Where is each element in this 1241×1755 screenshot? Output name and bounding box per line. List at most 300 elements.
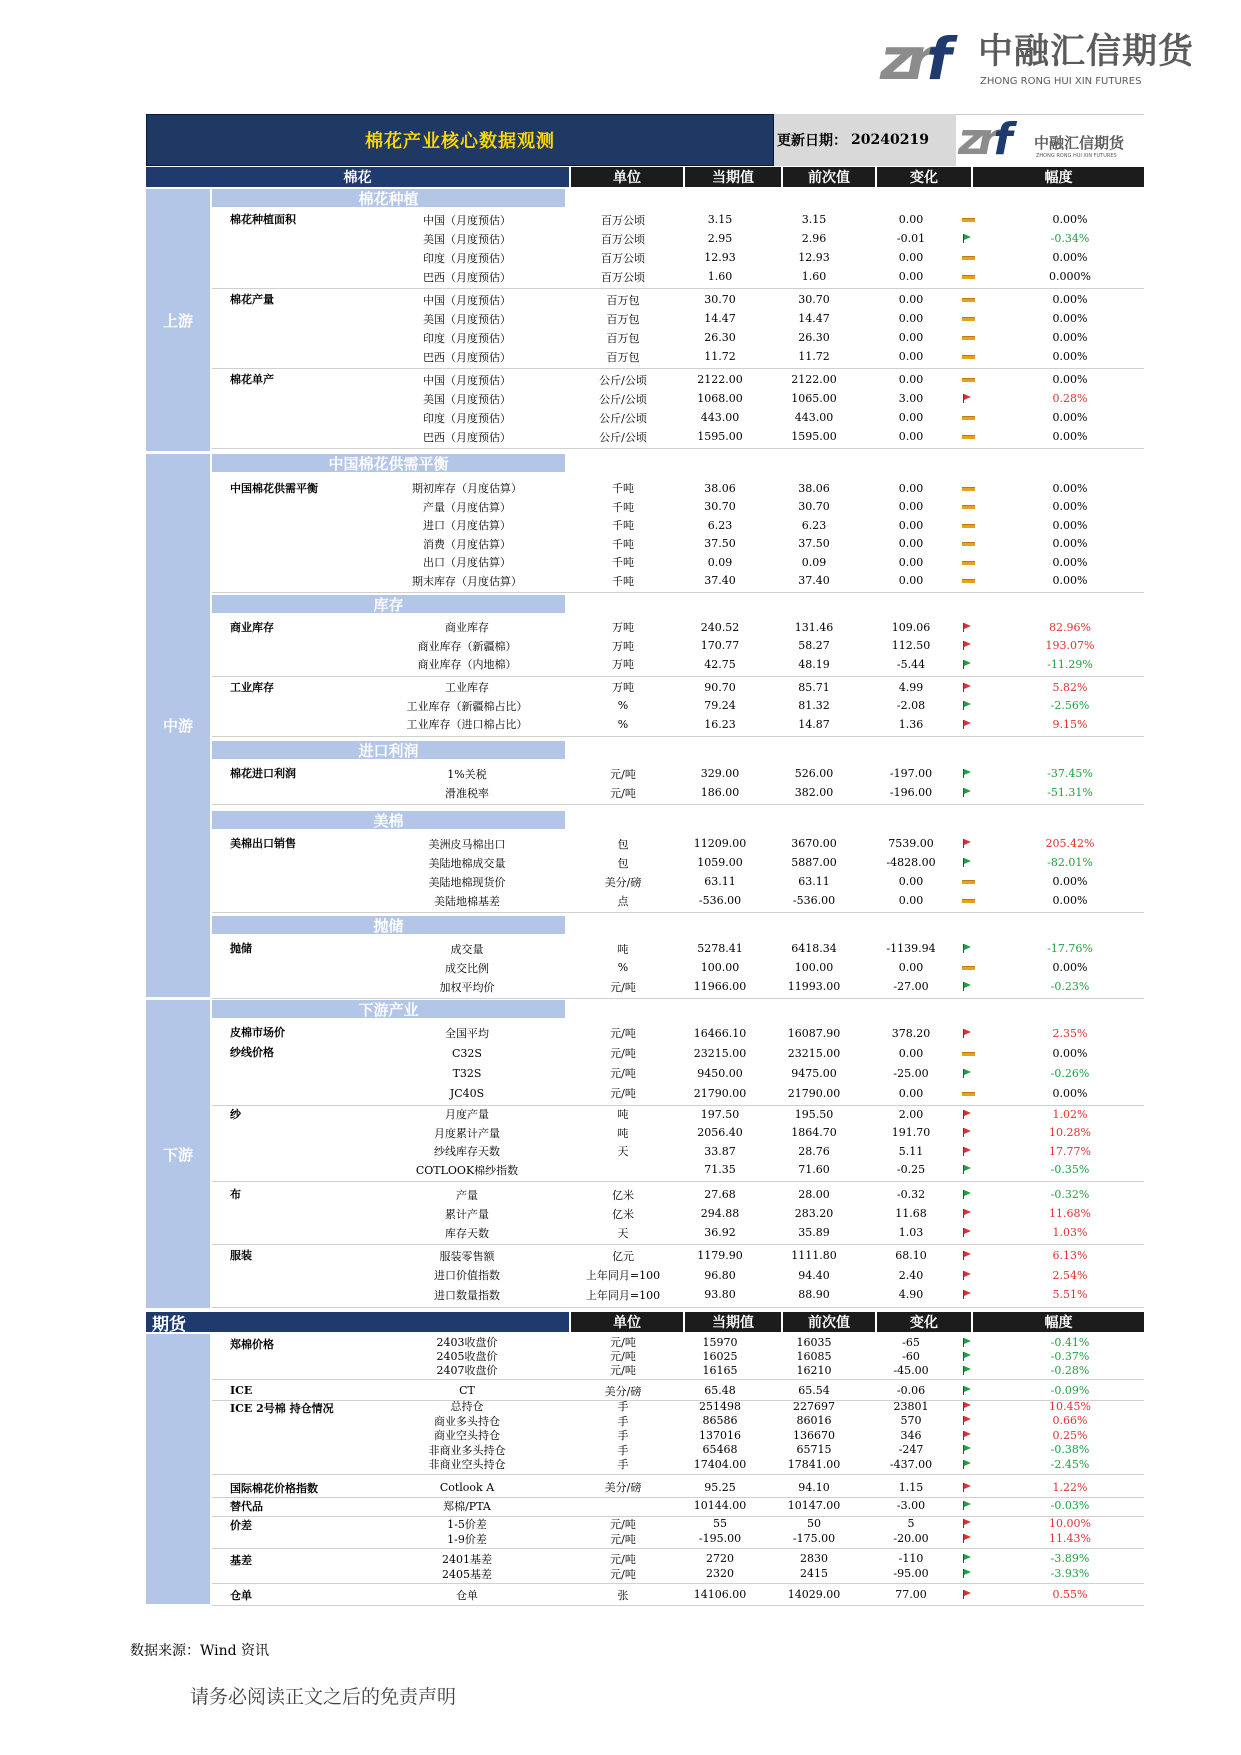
row-change: 77.00 xyxy=(895,1588,927,1601)
row-name: 进口数量指数 xyxy=(434,1288,500,1302)
table-row xyxy=(212,1266,1144,1286)
row-name: 期末库存（月度估算） xyxy=(412,574,522,588)
row-name: JC40S xyxy=(449,1086,485,1100)
row-change: -0.01 xyxy=(896,232,926,245)
trend-cell xyxy=(960,939,974,958)
row-unit: 元/吨 xyxy=(610,980,636,994)
table-row xyxy=(212,1105,1144,1124)
row-group xyxy=(212,1515,1144,1549)
table-row xyxy=(212,1363,1144,1377)
row-pct: -2.45% xyxy=(1050,1457,1090,1471)
row-change: 0.00 xyxy=(898,270,924,283)
trend-cell xyxy=(960,370,974,389)
row-current: 90.70 xyxy=(704,680,736,694)
header-pct: 幅度 xyxy=(973,167,1144,187)
mini-logo-mark: zrf xyxy=(958,114,1007,165)
row-pct: 0.66% xyxy=(1052,1414,1088,1428)
table-row xyxy=(212,1566,1144,1581)
row-current: 27.68 xyxy=(704,1188,736,1201)
row-group xyxy=(212,1022,1144,1106)
up-flag-icon xyxy=(962,720,972,729)
row-name: 工业库存（新疆棉占比） xyxy=(406,699,528,713)
row-name: 巴西（月度预估） xyxy=(423,270,511,284)
row-previous: 10147.00 xyxy=(787,1499,841,1512)
row-current: 1595.00 xyxy=(697,430,743,443)
row-previous: 5887.00 xyxy=(791,856,837,869)
row-pct: 5.82% xyxy=(1052,680,1088,694)
logo-name: 中融汇信期货 xyxy=(978,32,1195,72)
row-pct: 0.00% xyxy=(1052,411,1088,424)
row-change: -110 xyxy=(898,1552,924,1565)
row-current: 3.15 xyxy=(707,213,733,226)
trend-cell xyxy=(960,1105,974,1124)
table-row xyxy=(212,1414,1144,1429)
row-current: 16466.10 xyxy=(693,1026,747,1040)
row-group xyxy=(212,1245,1144,1308)
trend-cell xyxy=(960,572,974,591)
row-pct: -0.09% xyxy=(1050,1384,1090,1397)
flat-icon xyxy=(962,484,972,493)
row-name: 2401基差 xyxy=(442,1552,492,1566)
row-name: 商业库存（新疆棉） xyxy=(417,639,517,653)
up-flag-icon xyxy=(962,1534,972,1543)
row-pct: -37.45% xyxy=(1047,767,1093,780)
row-current: 11.72 xyxy=(704,350,736,363)
row-change: 0.00 xyxy=(898,500,924,514)
row-current: 2320 xyxy=(706,1567,734,1580)
company-logo xyxy=(880,25,1195,93)
row-unit: 百万公顷 xyxy=(601,213,645,227)
row-change: 0.00 xyxy=(898,518,924,532)
flat-icon xyxy=(962,896,972,905)
row-previous: 16085 xyxy=(796,1349,832,1363)
group-label: 基差 xyxy=(230,1554,252,1567)
table-row xyxy=(212,535,1144,554)
group-label: 替代品 xyxy=(230,1500,263,1513)
row-change: -95.00 xyxy=(893,1567,929,1580)
row-unit: 元/吨 xyxy=(610,1364,636,1377)
logo-mark: zrf xyxy=(880,25,944,93)
row-unit: % xyxy=(617,961,629,974)
row-pct: 0.00% xyxy=(1052,430,1088,443)
row-pct: -17.76% xyxy=(1047,942,1093,955)
row-unit: 千吨 xyxy=(612,537,634,551)
row-name: 工业库存 xyxy=(445,681,489,695)
row-unit: 上年同月=100 xyxy=(585,1288,661,1302)
flat-icon xyxy=(962,558,972,567)
row-change: -27.00 xyxy=(893,980,929,993)
row-current: 14.47 xyxy=(704,312,736,325)
table-row xyxy=(212,618,1144,637)
row-pct: -3.93% xyxy=(1050,1567,1090,1580)
header-previous: 前次值 xyxy=(783,167,875,187)
row-pct: -0.41% xyxy=(1050,1335,1090,1349)
row-change: 1.15 xyxy=(898,1480,924,1494)
table-row xyxy=(212,479,1144,498)
flat-icon xyxy=(962,253,972,262)
row-pct: 0.00% xyxy=(1052,1086,1088,1100)
down-flag-icon xyxy=(962,1069,972,1078)
row-pct: -0.26% xyxy=(1050,1066,1090,1080)
row-current: 93.80 xyxy=(704,1288,736,1302)
row-name: 全国平均 xyxy=(445,1027,489,1040)
title-bar xyxy=(146,114,1144,166)
row-unit: 手 xyxy=(617,1429,629,1443)
row-unit xyxy=(567,1161,679,1180)
row-name: 1-9价差 xyxy=(447,1532,487,1546)
row-pct: 9.15% xyxy=(1052,717,1088,731)
table-row xyxy=(212,1063,1144,1083)
row-unit: 百万公顷 xyxy=(601,232,645,246)
row-unit: 百万包 xyxy=(606,331,640,345)
row-pct: 2.35% xyxy=(1052,1026,1088,1040)
group-label: 棉花种植面积 xyxy=(230,213,296,226)
row-change: 0.00 xyxy=(898,213,924,226)
row-change: 0.00 xyxy=(898,373,924,386)
group-label: 价差 xyxy=(230,1519,252,1532)
mini-logo-name-en: ZHONG RONG HUI XIN FUTURES xyxy=(1036,153,1117,159)
trend-cell xyxy=(960,1223,974,1242)
row-pct: 0.00% xyxy=(1052,481,1088,495)
row-pct: 0.00% xyxy=(1052,537,1088,551)
table-row xyxy=(212,715,1144,734)
table-row xyxy=(212,267,1144,286)
segment-midstream: 中游 xyxy=(146,454,210,997)
row-change: -20.00 xyxy=(893,1532,929,1545)
row-current: -536.00 xyxy=(698,894,742,907)
row-previous: 3670.00 xyxy=(791,837,837,850)
flat-icon xyxy=(962,314,972,323)
band-planting: 棉花种植 xyxy=(212,189,565,207)
row-current: 16.23 xyxy=(704,717,736,731)
up-flag-icon xyxy=(962,1290,972,1299)
trend-cell xyxy=(960,1457,974,1472)
row-name: 产量 xyxy=(456,1188,478,1202)
row-pct: -0.37% xyxy=(1050,1349,1090,1363)
table-row xyxy=(212,1497,1144,1514)
update-date xyxy=(774,114,956,166)
group-label: 布 xyxy=(230,1188,241,1201)
row-change: 191.70 xyxy=(891,1126,931,1140)
update-date-label: 更新日期： xyxy=(777,133,847,149)
row-group xyxy=(212,833,1144,913)
band-us-cotton: 美棉 xyxy=(212,811,565,829)
table-row xyxy=(212,309,1144,328)
trend-cell xyxy=(960,1497,974,1514)
row-previous: 85.71 xyxy=(798,680,830,694)
row-previous: 2122.00 xyxy=(791,373,837,386)
trend-cell xyxy=(960,697,974,716)
row-group xyxy=(212,1478,1144,1498)
row-name: 非商业多头持仓 xyxy=(428,1443,506,1457)
down-flag-icon xyxy=(962,1338,972,1347)
row-previous: 28.00 xyxy=(798,1188,830,1201)
trend-cell xyxy=(960,1063,974,1083)
row-group xyxy=(212,938,1144,999)
row-change: 68.10 xyxy=(895,1249,927,1263)
row-change: 4.99 xyxy=(898,680,924,694)
trend-cell xyxy=(960,872,974,891)
trend-cell xyxy=(960,783,974,802)
flat-icon xyxy=(962,215,972,224)
row-current: 294.88 xyxy=(700,1207,740,1220)
row-change: 4.90 xyxy=(898,1288,924,1302)
row-previous: 1111.80 xyxy=(791,1249,837,1263)
row-pct: 0.00% xyxy=(1052,574,1088,588)
row-change: -60 xyxy=(902,1349,920,1363)
row-change: 0.00 xyxy=(898,555,924,569)
row-previous: 0.09 xyxy=(801,555,827,569)
row-name: 工业库存（进口棉占比） xyxy=(406,718,528,732)
row-current: 33.87 xyxy=(704,1144,736,1158)
row-name: 郑棉/PTA xyxy=(443,1499,491,1513)
row-change: -3.00 xyxy=(896,1499,926,1512)
row-name: Cotlook A xyxy=(439,1480,495,1494)
row-current: 79.24 xyxy=(704,699,736,713)
flat-icon xyxy=(962,1049,972,1058)
row-pct: 0.00% xyxy=(1052,894,1088,907)
mini-logo-name: 中融汇信期货 xyxy=(1034,134,1125,152)
table-row xyxy=(212,853,1144,872)
data-source-note: 数据来源：Wind 资讯 xyxy=(130,1643,270,1659)
row-pct: -51.31% xyxy=(1047,786,1093,799)
row-change: -0.32 xyxy=(896,1188,926,1201)
trend-cell xyxy=(960,977,974,996)
row-change: 112.50 xyxy=(891,639,931,653)
row-change: 0.00 xyxy=(898,430,924,443)
row-pct: -3.89% xyxy=(1050,1552,1090,1565)
table-row xyxy=(212,328,1144,347)
down-flag-icon xyxy=(962,769,972,778)
row-previous: 11.72 xyxy=(798,350,830,363)
row-change: 0.00 xyxy=(898,537,924,551)
trend-cell xyxy=(960,210,974,229)
row-name: 美陆地棉现货价 xyxy=(428,875,506,889)
row-previous: 195.50 xyxy=(794,1107,834,1121)
row-change: 0.00 xyxy=(898,251,924,264)
row-change: -65 xyxy=(902,1335,920,1349)
row-unit: 元/吨 xyxy=(610,1517,636,1531)
flat-icon xyxy=(962,272,972,281)
futures-header xyxy=(146,1312,1144,1335)
table-row xyxy=(212,1399,1144,1414)
row-change: -1139.94 xyxy=(886,942,936,955)
row-unit: 元/吨 xyxy=(610,786,636,800)
row-change: 0.00 xyxy=(898,350,924,363)
row-name: 印度（月度预估） xyxy=(423,331,511,345)
row-change: 0.00 xyxy=(898,894,924,907)
row-group xyxy=(212,289,1144,369)
group-label: 美棉出口销售 xyxy=(230,837,296,850)
row-change: -5.44 xyxy=(896,657,926,671)
row-name: 1-5价差 xyxy=(447,1517,487,1531)
row-previous: 37.40 xyxy=(798,574,830,588)
row-name: 消费（月度估算） xyxy=(423,537,511,551)
row-pct: 6.13% xyxy=(1052,1249,1088,1263)
futures-header-change: 变化 xyxy=(877,1312,971,1332)
group-label: 抛储 xyxy=(230,942,252,955)
row-change: -25.00 xyxy=(893,1066,929,1080)
row-name: 中国（月度预估） xyxy=(423,293,511,307)
down-flag-icon xyxy=(962,788,972,797)
up-flag-icon xyxy=(962,623,972,632)
row-unit: 百万公顷 xyxy=(601,251,645,265)
group-label: 仓单 xyxy=(230,1589,252,1602)
row-name: 商业多头持仓 xyxy=(434,1414,500,1428)
row-current: 137016 xyxy=(699,1428,741,1442)
row-previous: 17841.00 xyxy=(787,1457,841,1471)
row-previous: 14029.00 xyxy=(787,1588,841,1601)
row-name: COTLOOK棉纱指数 xyxy=(415,1163,519,1177)
flat-icon xyxy=(962,539,972,548)
row-unit: % xyxy=(617,699,629,713)
row-group xyxy=(212,369,1144,449)
flat-icon xyxy=(962,375,972,384)
flat-icon xyxy=(962,295,972,304)
row-previous: 30.70 xyxy=(798,293,830,306)
down-flag-icon xyxy=(962,1165,972,1174)
row-group xyxy=(212,1184,1144,1245)
row-pct: 0.00% xyxy=(1052,293,1088,306)
row-current: 240.52 xyxy=(700,620,740,634)
row-name: 2407收盘价 xyxy=(436,1364,498,1377)
row-unit: 美分/磅 xyxy=(604,1481,642,1494)
flat-icon xyxy=(962,963,972,972)
row-group xyxy=(212,1398,1144,1475)
row-pct: 0.00% xyxy=(1052,331,1088,344)
row-name: 库存天数 xyxy=(445,1226,489,1240)
row-unit: 万吨 xyxy=(612,681,634,695)
row-current: 0.09 xyxy=(707,555,733,569)
trend-cell xyxy=(960,764,974,783)
row-name: 印度（月度预估） xyxy=(423,411,511,425)
row-pct: 0.00% xyxy=(1052,213,1088,226)
row-name: 1%关税 xyxy=(447,767,487,781)
trend-cell xyxy=(960,1383,974,1398)
trend-cell xyxy=(960,309,974,328)
row-unit: 公斤/公顷 xyxy=(599,392,647,406)
futures-header-current: 当期值 xyxy=(685,1312,781,1332)
flat-icon xyxy=(962,521,972,530)
down-flag-icon xyxy=(962,1190,972,1199)
row-change: 2.00 xyxy=(898,1107,924,1121)
up-flag-icon xyxy=(962,1209,972,1218)
row-previous: 382.00 xyxy=(794,786,834,799)
trend-cell xyxy=(960,479,974,498)
row-previous: 11993.00 xyxy=(787,980,841,993)
trend-cell xyxy=(960,1566,974,1581)
table-row xyxy=(212,248,1144,267)
row-unit: 元/吨 xyxy=(610,1027,636,1040)
row-current: 17404.00 xyxy=(693,1457,747,1471)
row-change: -0.06 xyxy=(896,1384,926,1397)
row-previous: 2830 xyxy=(800,1552,828,1565)
row-unit: 千吨 xyxy=(612,556,634,570)
group-label: 中国棉花供需平衡 xyxy=(230,482,318,495)
row-pct: 0.00% xyxy=(1052,518,1088,532)
table-row xyxy=(212,1204,1144,1223)
group-label: 棉花单产 xyxy=(230,373,274,386)
row-name: 美国（月度预估） xyxy=(423,232,511,246)
table-row xyxy=(212,427,1144,446)
flat-icon xyxy=(962,432,972,441)
row-unit: 百万公顷 xyxy=(601,270,645,284)
up-flag-icon xyxy=(962,1590,972,1599)
row-change: -0.25 xyxy=(896,1163,926,1177)
logo-name-en: ZHONG RONG HUI XIN FUTURES xyxy=(980,76,1142,87)
row-current: 86586 xyxy=(702,1414,738,1428)
row-name: 美陆地棉基差 xyxy=(434,894,500,908)
row-change: 0.00 xyxy=(898,574,924,588)
row-current: 11966.00 xyxy=(693,980,747,993)
row-unit: 元/吨 xyxy=(610,1532,636,1546)
row-change: -4828.00 xyxy=(886,856,936,869)
row-unit: 公斤/公顷 xyxy=(599,373,647,387)
row-unit: 亿元 xyxy=(612,1249,634,1263)
table-row xyxy=(212,1479,1144,1495)
row-current: 71.35 xyxy=(704,1163,736,1177)
row-unit: 千吨 xyxy=(612,482,634,496)
trend-cell xyxy=(960,427,974,446)
row-name: 美国（月度预估） xyxy=(423,312,511,326)
down-flag-icon xyxy=(962,701,972,710)
trend-cell xyxy=(960,1124,974,1143)
row-unit: 吨 xyxy=(617,942,629,956)
row-pct: 0.00% xyxy=(1052,555,1088,569)
down-flag-icon xyxy=(962,982,972,991)
row-unit: 元/吨 xyxy=(610,767,636,781)
trend-cell xyxy=(960,655,974,674)
trend-cell xyxy=(960,1266,974,1286)
table-row xyxy=(212,1457,1144,1472)
trend-cell xyxy=(960,1246,974,1266)
row-previous: 9475.00 xyxy=(791,1066,837,1080)
row-previous: 100.00 xyxy=(794,961,834,974)
band-downstream-industry: 下游产业 xyxy=(212,1000,565,1018)
segment-downstream: 下游 xyxy=(146,1000,210,1308)
trend-cell xyxy=(960,1516,974,1531)
row-previous: 1065.00 xyxy=(791,392,837,405)
row-previous: 14.87 xyxy=(798,717,830,731)
row-current: 1068.00 xyxy=(697,392,743,405)
row-unit: 手 xyxy=(617,1443,629,1457)
row-name: C32S xyxy=(452,1046,482,1060)
group-label: 纱 xyxy=(230,1108,241,1121)
group-label: 棉花进口利润 xyxy=(230,767,296,780)
row-pct: 17.77% xyxy=(1049,1144,1091,1158)
row-previous: 37.50 xyxy=(798,537,830,551)
row-pct: 0.00% xyxy=(1052,312,1088,325)
row-pct: -11.29% xyxy=(1047,657,1093,671)
table-row xyxy=(212,1586,1144,1603)
futures-header-category: 期货 xyxy=(146,1312,569,1332)
table-row xyxy=(212,1531,1144,1546)
row-unit: 元/吨 xyxy=(610,1067,636,1080)
row-name: 美陆地棉成交量 xyxy=(428,856,506,870)
trend-cell xyxy=(960,267,974,286)
trend-cell xyxy=(960,1142,974,1161)
row-current: 170.77 xyxy=(700,639,740,653)
trend-cell xyxy=(960,1023,974,1043)
row-unit: 美分/磅 xyxy=(604,1384,642,1398)
row-current: 1059.00 xyxy=(697,856,743,869)
table-row xyxy=(212,1043,1144,1063)
row-current: 10144.00 xyxy=(693,1499,747,1512)
trend-cell xyxy=(960,1428,974,1443)
row-current: 23215.00 xyxy=(693,1046,747,1060)
down-flag-icon xyxy=(962,234,972,243)
trend-cell xyxy=(960,516,974,535)
